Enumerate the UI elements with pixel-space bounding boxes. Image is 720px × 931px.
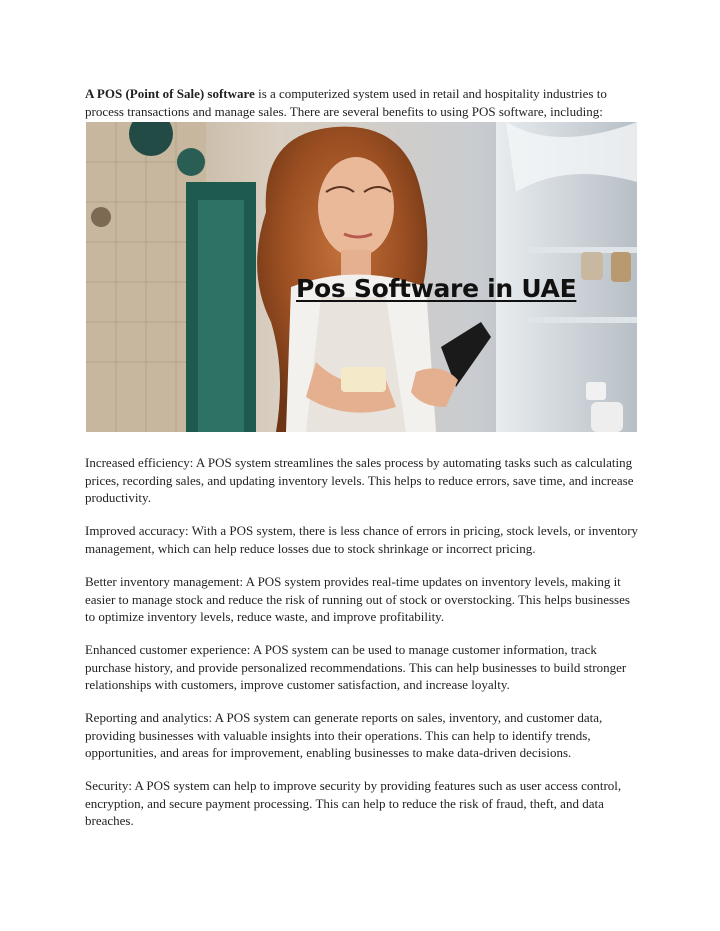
benefit-paragraph-customer-experience: Enhanced customer experience: A POS system can be used to manage customer information, track purchase history, and provide personalized recommendations. This can help businesses to build stronger relationships with customers, improve customer satisfaction, and increase loyalty. bbox=[85, 642, 627, 692]
benefit-paragraph-reporting: Reporting and analytics: A POS system can generate reports on sales, inventory, and customer data, providing businesses with valuable insights into their operations. This can help to identify trends, opportunities, and areas for improvement, enabling businesses to make data-driven decisions. bbox=[85, 710, 603, 760]
benefit-paragraph-security: Security: A POS system can help to improve security by providing features such as user access control, encryption, and secure payment processing. This can help to reduce the risk of fraud, theft, and data breaches. bbox=[85, 778, 622, 828]
intro-bold-term: A POS (Point of Sale) software bbox=[85, 86, 255, 101]
benefit-paragraph-accuracy: Improved accuracy: With a POS system, there is less chance of errors in pricing, stock levels, or inventory management, which can help reduce losses due to stock shrinkage or incorrect pricing. bbox=[85, 523, 639, 556]
intro-paragraph bbox=[85, 85, 641, 120]
image-overlay-title: Pos Software in UAE bbox=[296, 274, 577, 303]
hero-photo bbox=[86, 122, 637, 432]
benefit-paragraph-efficiency: Increased efficiency: A POS system streamlines the sales process by automating tasks such as calculating prices, recording sales, and updating inventory levels. This helps to reduce errors, save time, and increase productivity. bbox=[85, 455, 634, 505]
intro-text: is a computerized system used in retail and hospitality industries to process transactions and manage sales. There are several benefits to using POS software, including: bbox=[85, 86, 607, 119]
benefit-paragraph-inventory: Better inventory management: A POS system provides real-time updates on inventory levels, making it easier to manage stock and reduce the risk of running out of stock or overstocking. This helps businesses to optimize inventory levels, reduce waste, and improve profitability. bbox=[85, 574, 630, 624]
